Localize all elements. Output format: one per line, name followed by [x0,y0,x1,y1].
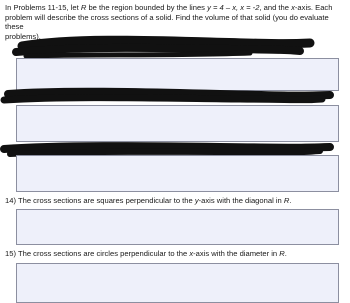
region-symbol: R [80,3,87,12]
intro-text: problems). [5,31,41,41]
intro-text: be the region bounded by the lines [86,3,208,12]
axis-symbol: x [291,3,295,12]
answer-box-12[interactable] [16,105,339,142]
boundary-equations: y = 4 – x, x = -2 [207,3,260,12]
problem-text: The cross sections are squares perpendicular to the [17,196,195,205]
intro-text: , and the [259,3,292,12]
answer-box-15[interactable] [16,263,339,303]
problem-14 [5,196,345,206]
answer-box-14[interactable] [16,209,339,245]
intro-text: -axis. Each [294,3,333,12]
region-symbol: R [279,249,285,258]
problem-text: . [289,196,292,205]
problem-text: -axis with the diameter in [193,249,280,258]
region-symbol: R [283,196,290,205]
problem-text: The cross sections are circles perpendicular to the [17,249,190,258]
problem-number: 15) [5,249,16,258]
intro-text: In Problems 11-15, let [5,3,81,12]
problem-text: . [284,249,287,258]
axis-symbol: y [194,196,199,205]
problem-text: -axis with the diagonal in [198,196,284,205]
problem-15 [5,249,345,259]
axis-symbol: x [189,249,194,258]
answer-box-13[interactable] [16,155,339,192]
intro-text: problem will describe the cross sections of a solid. Find the volume of that solid (you do evaluate these [5,12,329,32]
problem-number: 14) [5,196,16,205]
